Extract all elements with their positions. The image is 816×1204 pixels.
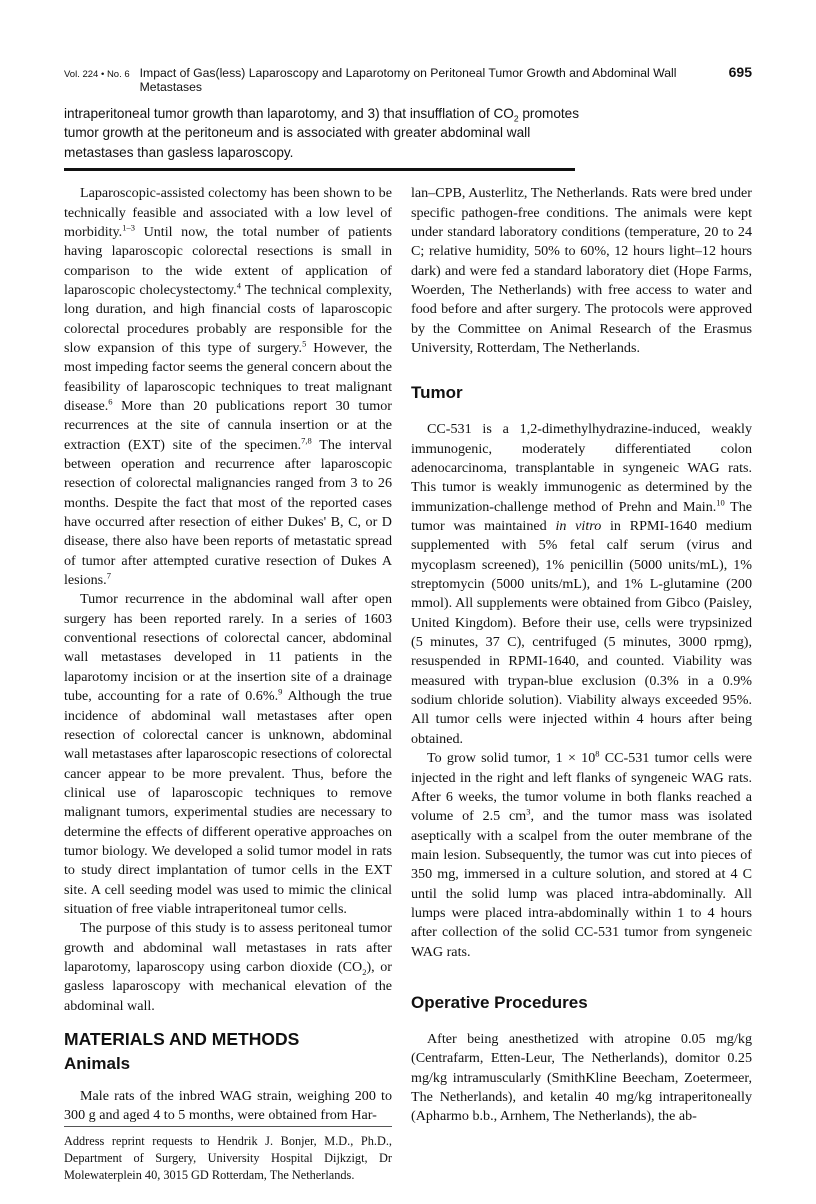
introduction	[64, 184, 392, 1016]
abstract-continuation: intraperitoneal tumor growth than laparotomy, and 3) that insufflation of $CO_2$ promotes tumor growth at the peritoneum and is associated with greater abdominal wall metastases than gasless laparoscopy.	[64, 106, 580, 160]
running-header	[64, 64, 752, 94]
running-title: Impact of Gas(less) Laparoscopy and Laparotomy on Peritoneal Tumor Growth and Abdominal Wall Metastases	[139, 66, 677, 94]
left-column	[64, 184, 392, 1183]
superscript: 10	[716, 497, 725, 507]
section-heading-methods: MATERIALS AND METHODS	[64, 1029, 300, 1049]
operative-section	[411, 1030, 752, 1127]
superscript: 7	[106, 570, 111, 581]
italic-text: in vitro	[555, 518, 602, 535]
paragraph: The purpose of this study is to assess peritoneal tumor growth and abdominal wall metastases in rats after laparotomy, laparoscopy using carbon dioxide $(CO_2)$, or gasless laparoscopy with mechanical elevation of the abdominal wall.	[64, 920, 393, 1014]
tumor-section	[411, 420, 752, 962]
paragraph: After being anesthetized with atropine 0.05 mg/kg (Centrafarm, Etten-Leur, The Netherlands), domitor 0.25 mg/kg intramuscularly (SmithKline Beecham, Zoetermeer, The Netherlands), and ketalin 40 mg/kg intraperitoneally (Apharmo b.b., Arnhem, The Netherlands), the ab-	[411, 1030, 752, 1125]
animals-continuation	[411, 184, 752, 358]
footnote-divider	[64, 1126, 392, 1127]
subsection-heading-tumor: Tumor	[411, 383, 463, 403]
superscript: 1–3	[122, 222, 135, 233]
subsection-heading-animals: Animals	[64, 1054, 131, 1073]
paragraph: Male rats of the inbred WAG strain, weighing 200 to 300 g and aged 4 to 5 months, were obtained from Har-	[64, 1088, 392, 1124]
right-column	[411, 184, 752, 1183]
abstract-divider	[64, 168, 575, 171]
page-number: 695	[728, 64, 752, 80]
paragraph: Laparoscopic-assisted colectomy has been shown to be technically feasible and associated with a low level of morbidity.$^{1-3}$ Until now, the total number of patients having laparoscopic colorectal resections is small in comparison to the wide extent of application of laparoscopic cholecystectomy.$^4$ The technical complexity, long duration, and high financial costs of laparoscopic colorectal procedures probably are responsible for the slow expansion of this type of surgery.$^5$ However, the most impeding factor seems the general concern about the feasibility of laparoscopic techniques to treat malignant disease.$^6$ More than 20 publications report 30 tumor recurrences at the site of cannula insertion or at the extraction (EXT) site of the specimen.$^{7,8}$ The interval between operation and recurrence after laparoscopic resection of colorectal malignancies ranged from 3 to 26 months. Despite the fact that most of the reported cases have occurred after resection of either Dukes' B, C, or D disease, there also have been reports of metastatic spread of tumor after attempted curative resection of Dukes A lesions.$^7$	[64, 185, 393, 589]
superscript: 8	[595, 748, 600, 759]
paragraph: CC-531 is a 1,2-dimethylhydrazine-induced, weakly immunogenic, moderately differentiated colon adenocarcinoma, transplantable in syngeneic WAG rats. This tumor is weakly immunogenic as determined by the immunization-challenge method of Prehn and Main.$^{10}$ The tumor was maintained in vitro in RPMI-1640 medium supplemented with 5% fetal calf serum (virus and mycoplasm screened), 1% penicillin (5000 units/mL), 1% streptomycin (5000 units/mL), and 1% L-glutamine (200 mmol). All supplements were obtained from Gibco (Paisley, United Kingdom). Before their use, cells were trypsinized (5 minutes, 37 C), centrifuged (5 minutes, 3000 rpmg), resuspended in RPMI-1640, and counted. Viability was measured with trypan-blue exclusion (0.3% in a 0.9% sodium chloride solution). Viability always exceeded 95%. All tumor cells were injected within 4 hours after being obtained.	[411, 421, 752, 747]
paragraph: To grow solid tumor, $1 \times 10^8$ CC-531 tumor cells were injected in the right and left flanks of syngeneic WAG rats. After 6 weeks, the tumor volume in both flanks reached a volume of 2.5 $cm^3$, and the tumor mass was isolated aseptically with a scalpel from the outer membrane of the main lesion. Subsequently, the tumor was cut into pieces of 350 mg, immersed in a culture solution, and stored at 4 C until the solid lump was placed intra-abdominally. All lumps were placed intra-abdominally within 1 to 4 hours after collection of the solid CC-531 tumor from syngeneic WAG rats.	[411, 748, 752, 960]
superscript: 7,8	[301, 435, 312, 445]
subscript: 2	[513, 113, 519, 124]
footnote: Address reprint requests to Hendrik J. Bonjer, M.D., Ph.D., Department of Surgery, University Hospital Dijkzigt, Dr Molewaterplein 40, 3015 GD Rotterdam, The Netherlands.	[64, 1133, 392, 1182]
superscript: 9	[278, 686, 283, 697]
paragraph: Tumor recurrence in the abdominal wall after open surgery has been reported rarely. In a series of 1603 conventional resections of colorectal cancer, abdominal wall metastases developed in 11 patients in the laparotomy incision or at the insertion site of a drainage tube, accounting for a rate of 0.6%.$^9$ Although the true incidence of abdominal wall metastases after open resection of colorectal cancer is unknown, abdominal wall metastases after laparoscopic resections of colorectal cancer appear to be more prevalent. Thus, before the clinical use of laparoscopic techniques to remove malignant tumors, experimental studies are necessary to determine the effects of different operative approaches on tumor biology. We developed a solid tumor model in rats to study direct implantation of tumor cells in the EXT site. A cell seeding model was used to mimic the clinical situation of free viable intraperitoneal tumor cells.	[64, 591, 392, 917]
volume-issue: Vol. 224 • No. 6	[64, 69, 130, 80]
superscript: 6	[108, 396, 113, 407]
superscript: 4	[236, 280, 241, 291]
superscript: 5	[302, 338, 307, 349]
subsection-heading-operative-procedures: Operative Procedures	[411, 992, 588, 1012]
subscript: 2	[362, 966, 367, 977]
animals-section	[64, 1087, 392, 1126]
superscript: 3	[526, 806, 531, 817]
body-columns	[64, 184, 752, 1183]
paragraph: lan–CPB, Austerlitz, The Netherlands. Rats were bred under specific pathogen-free conditions. The animals were kept under standard laboratory conditions (temperature, 20 to 24 C; relative humidity, 50% to 60%, 12 hours light–12 hours dark) and were fed a standard laboratory diet (Hope Farms, Woerden, The Netherlands) with free access to water and food before and after surgery. The protocols were approved by the Committee on Animal Research of the Erasmus University, Rotterdam, The Netherlands.	[411, 185, 752, 356]
